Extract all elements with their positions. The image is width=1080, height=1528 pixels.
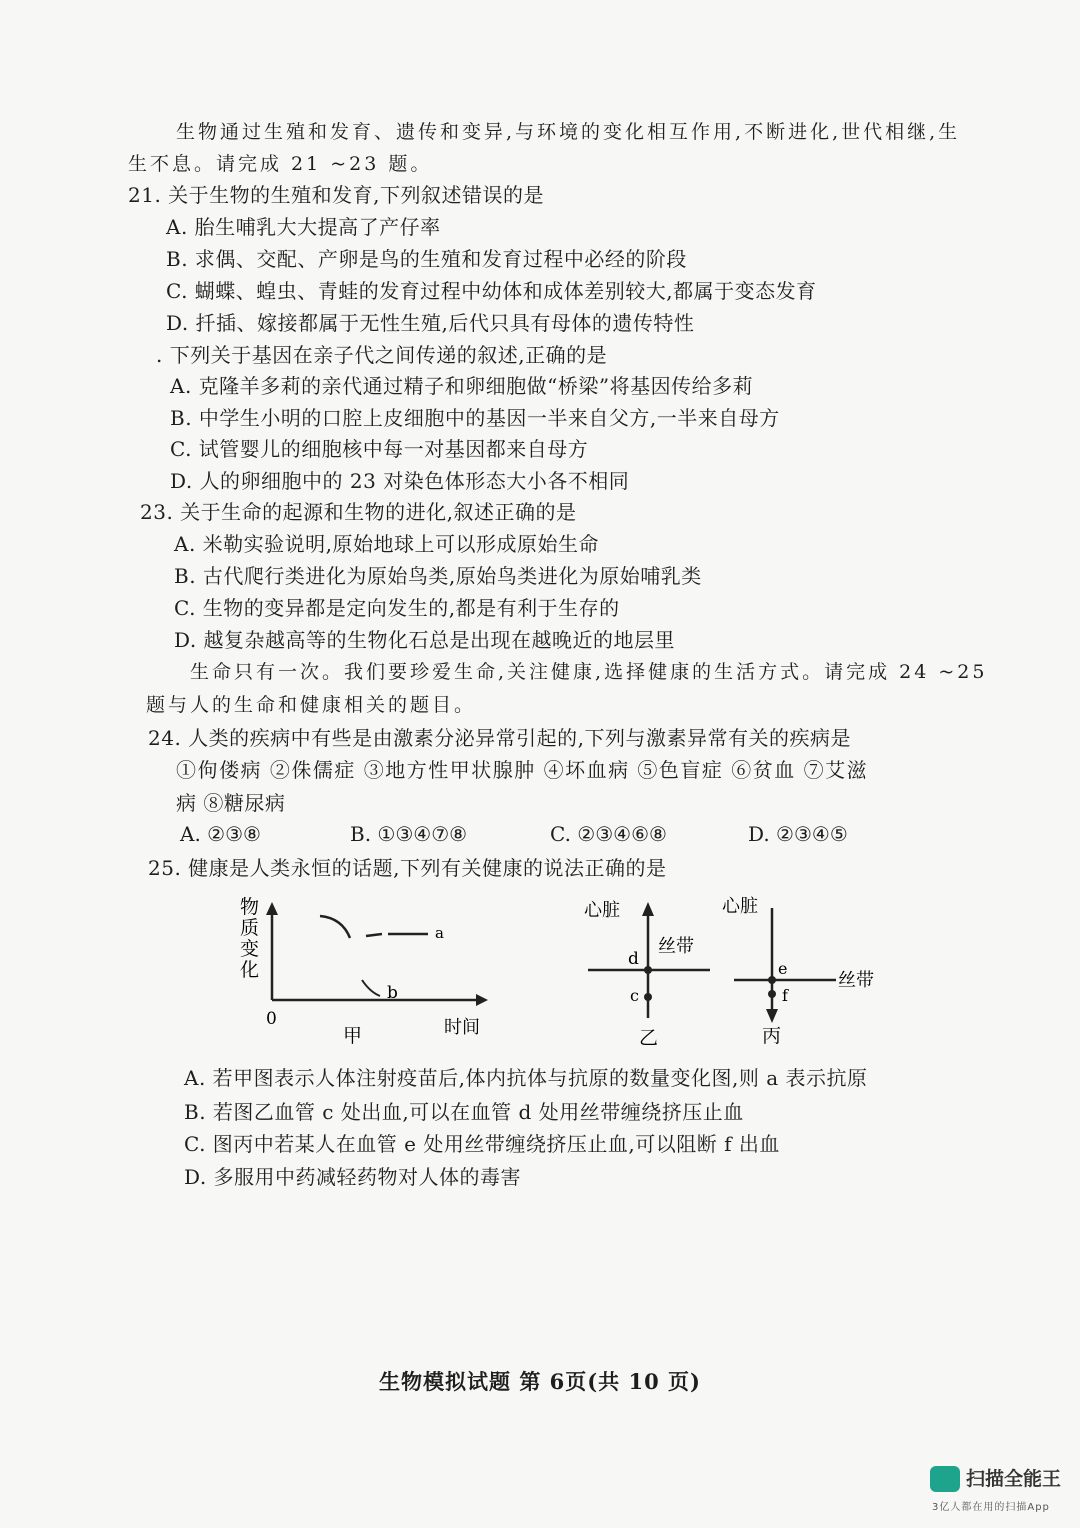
band-label: 丝带 — [658, 936, 694, 957]
question-23-option-c: C. 生物的变异都是定向发生的,都是有利于生存的 — [174, 596, 620, 620]
x-axis-arrow-icon — [476, 994, 488, 1006]
x-axis-label: 时间 — [444, 1017, 480, 1038]
question-24-disease-list: 病 ⑧糖尿病 — [176, 791, 286, 815]
scanner-watermark — [930, 1462, 1070, 1522]
question-22-option-d: D. 人的卵细胞中的 23 对染色体形态大小各不相同 — [170, 469, 630, 493]
point-d-label: d — [628, 949, 639, 969]
vessel-arrow-icon — [642, 902, 654, 916]
question-24-option-b: B. ①③④⑦⑧ — [350, 822, 468, 846]
y-axis-label-char: 质 — [240, 917, 260, 939]
figure-yi-caption: 乙 — [639, 1027, 659, 1049]
y-axis-label-char: 变 — [240, 938, 260, 960]
curve-a-falling — [320, 916, 350, 938]
point-c-dot — [644, 993, 652, 1001]
question-25-option-b: B. 若图乙血管 c 处出血,可以在血管 d 处用丝带缠绕挤压止血 — [184, 1100, 744, 1124]
figure-bing-caption: 丙 — [762, 1025, 782, 1047]
curve-b — [362, 980, 380, 996]
question-22-stem: . 下列关于基因在亲子代之间传递的叙述,正确的是 — [156, 343, 608, 367]
question-24-disease-list: ①佝偻病 ②侏儒症 ③地方性甲状腺肿 ④坏血病 ⑤色盲症 ⑥贫血 ⑦艾滋 — [176, 758, 869, 782]
page-footer: 生物模拟试题 第 6页(共 10 页) — [379, 1369, 701, 1394]
figure-jia — [230, 888, 500, 1053]
question-21-stem: 21. 关于生物的生殖和发育,下列叙述错误的是 — [128, 183, 545, 207]
intro-text-line: 题与人的生命和健康相关的题目。 — [146, 694, 477, 716]
point-f-label: f — [782, 986, 788, 1005]
heart-label: 心脏 — [584, 900, 620, 921]
intro-text-line: 生命只有一次。我们要珍爱生命,关注健康,选择健康的生活方式。请完成 24 ~25 — [190, 661, 988, 683]
question-21-option-d: D. 扦插、嫁接都属于无性生殖,后代只具有母体的遗传特性 — [166, 311, 695, 335]
question-21-option-a: A. 胎生哺乳大大提高了产仔率 — [166, 215, 441, 239]
point-e-label: e — [778, 959, 788, 978]
curve-a-plateau — [366, 934, 428, 936]
scanner-app-tagline: 3亿人都在用的扫描App — [932, 1502, 1050, 1513]
question-21-option-c: C. 蝴蝶、蝗虫、青蛙的发育过程中幼体和成体差别较大,都属于变态发育 — [166, 279, 817, 303]
junction-dot — [644, 966, 652, 974]
y-axis-label-char: 物 — [240, 896, 260, 918]
scanner-app-name: 扫描全能王 — [966, 1468, 1062, 1490]
figure-bing — [716, 890, 896, 1055]
intro-text-line: 生物通过生殖和发育、遗传和变异,与环境的变化相互作用,不断进化,世代相继,生 — [176, 121, 961, 143]
question-22-option-c: C. 试管婴儿的细胞核中每一对基因都来自母方 — [170, 437, 589, 461]
question-25-option-a: A. 若甲图表示人体注射疫苗后,体内抗体与抗原的数量变化图,则 a 表示抗原 — [184, 1066, 868, 1090]
question-25-stem: 25. 健康是人类永恒的话题,下列有关健康的说法正确的是 — [148, 856, 667, 880]
question-25-option-c: C. 图丙中若某人在血管 e 处用丝带缠绕挤压止血,可以阻断 f 出血 — [184, 1132, 780, 1156]
question-22-option-b: B. 中学生小明的口腔上皮细胞中的基因一半来自父方,一半来自母方 — [170, 406, 780, 430]
question-21-option-b: B. 求偶、交配、产卵是鸟的生殖和发育过程中必经的阶段 — [166, 247, 687, 271]
cs-logo-icon — [930, 1466, 960, 1492]
curve-a-label: a — [435, 924, 444, 942]
question-23-option-d: D. 越复杂越高等的生物化石总是出现在越晚近的地层里 — [174, 628, 676, 652]
band-label: 丝带 — [838, 970, 874, 991]
question-23-option-a: A. 米勒实验说明,原始地球上可以形成原始生命 — [174, 532, 600, 556]
figure-yi — [576, 890, 716, 1055]
question-25-option-d: D. 多服用中药减轻药物对人体的毒害 — [184, 1165, 522, 1189]
heart-label: 心脏 — [722, 896, 758, 917]
question-24-option-a: A. ②③⑧ — [180, 822, 261, 846]
question-24-stem: 24. 人类的疾病中有些是由激素分泌异常引起的,下列与激素异常有关的疾病是 — [148, 726, 852, 750]
question-22-option-a: A. 克隆羊多莉的亲代通过精子和卵细胞做“桥梁”将基因传给多莉 — [170, 374, 754, 398]
curve-b-label: b — [387, 983, 398, 1003]
point-e-dot — [768, 976, 776, 984]
y-axis-arrow-icon — [266, 902, 278, 915]
y-axis-label-char: 化 — [240, 959, 260, 981]
question-24-option-d: D. ②③④⑤ — [748, 822, 848, 846]
question-24-option-c: C. ②③④⑥⑧ — [550, 822, 667, 846]
question-23-option-b: B. 古代爬行类进化为原始鸟类,原始鸟类进化为原始哺乳类 — [174, 564, 702, 588]
point-c-label: c — [630, 986, 639, 1005]
question-23-stem: 23. 关于生命的起源和生物的进化,叙述正确的是 — [140, 500, 577, 524]
intro-text-line: 生不息。请完成 21 ~23 题。 — [128, 153, 433, 175]
vessel-arrow-icon — [766, 1009, 778, 1023]
point-f-dot — [768, 990, 776, 998]
origin-label: 0 — [266, 1009, 277, 1029]
figure-jia-caption: 甲 — [343, 1025, 363, 1047]
